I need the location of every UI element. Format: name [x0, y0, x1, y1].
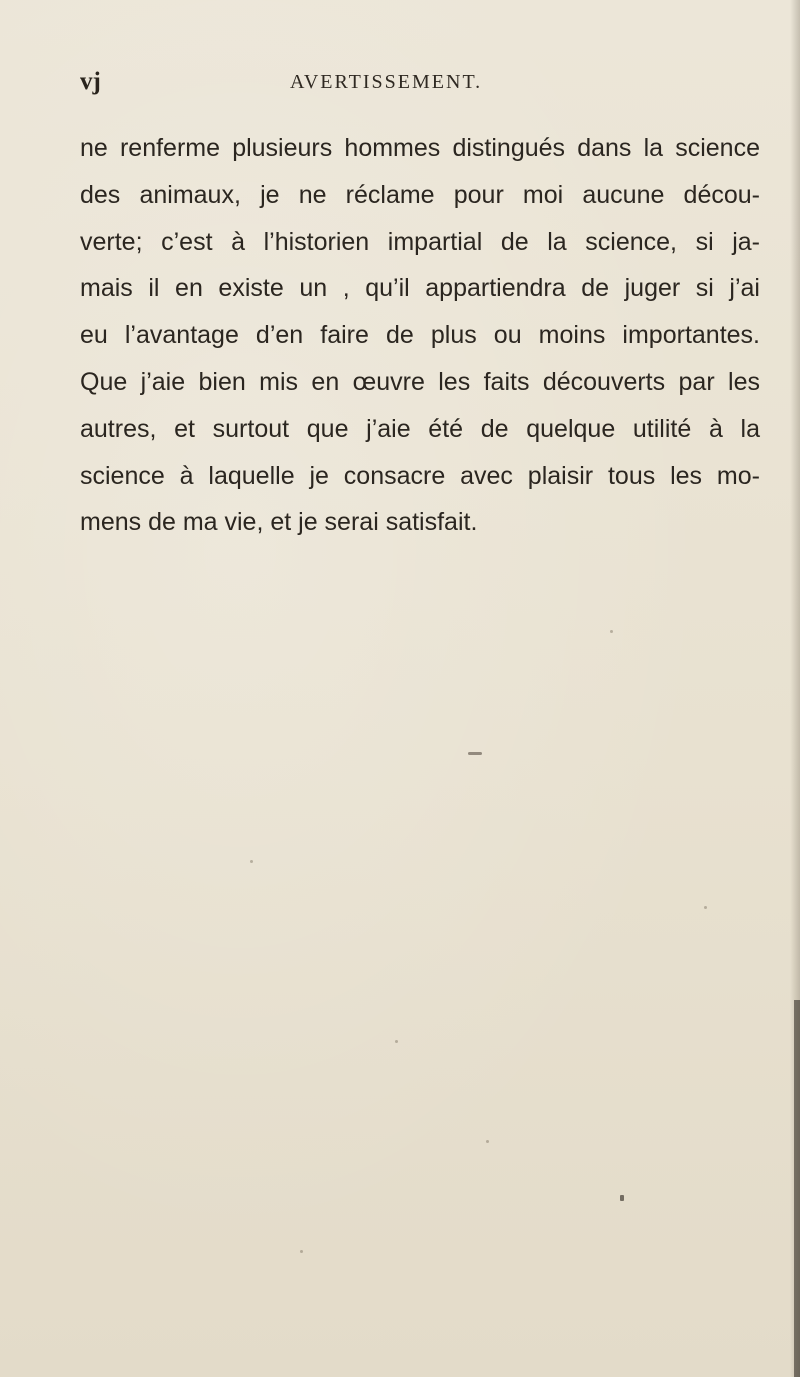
text-line: verte; c’est à l’historien impartial de la science, si ja-	[80, 227, 760, 256]
page-header	[80, 68, 760, 108]
paper-speck	[486, 1140, 489, 1143]
page-edge-dark	[794, 1000, 800, 1377]
paper-speck	[610, 630, 613, 633]
paper-speck	[250, 860, 253, 863]
paper-speck	[620, 1195, 624, 1201]
text-line: des animaux, je ne réclame pour moi aucune décou-	[80, 180, 760, 209]
text-line: mens de ma vie, et je serai satisfait.	[80, 508, 478, 537]
page-number: vj	[80, 68, 101, 95]
body-text	[80, 125, 760, 546]
running-head: AVERTISSEMENT.	[290, 71, 483, 93]
text-line: ne renferme plusieurs hommes distingués dans la science	[80, 134, 760, 162]
text-line: Que j’aie bien mis en œuvre les faits découverts par les	[80, 367, 760, 396]
paper-speck	[300, 1250, 303, 1253]
paper-speck	[704, 906, 707, 909]
paper-speck	[395, 1040, 398, 1043]
text-line: mais il en existe un , qu’il appartiendra de juger si j’ai	[80, 274, 760, 303]
text-line: autres, et surtout que j’aie été de quelque utilité à la	[80, 414, 760, 443]
text-line: science à laquelle je consacre avec plaisir tous les mo-	[80, 461, 760, 490]
paper-speck	[468, 752, 482, 755]
text-line: eu l’avantage d’en faire de plus ou moins importantes.	[80, 321, 760, 350]
